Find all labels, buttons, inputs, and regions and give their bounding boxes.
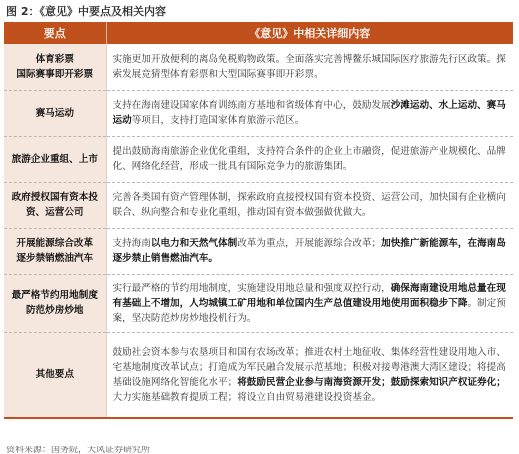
row-key-line: 开展能源综合改革 <box>16 238 94 249</box>
row-key <box>4 182 106 228</box>
highlight-text: 将鼓励民营企业参与南海资源开发；鼓励探索知识产权证券化； <box>237 376 506 388</box>
highlight-text: 确保海南建设用地总量在现有基础上不增加，人均城镇工矿用地和单位国内生产总值建设用地使用面积稳步下降 <box>112 282 506 309</box>
row-key-line: 国际赛事即开彩票 <box>16 68 94 80</box>
row-detail <box>106 228 513 274</box>
detail-text: 提出鼓励海南旅游企业优化重组，支持符合条件的企业上市融资，促进旅游产业规模化、品牌化、网络化经营，形成一批具有国际竞争力的旅游集团。 <box>112 146 506 172</box>
row-key-line: 资、运营公司 <box>25 207 84 218</box>
row-key-line: 赛马运动 <box>35 107 74 119</box>
row-key <box>4 332 106 418</box>
highlight-text: 沙滩运动、水上运动、赛马运动 <box>112 100 506 126</box>
row-key <box>4 228 106 274</box>
row-key-line: 其他要点 <box>35 369 74 381</box>
row-key <box>4 90 106 136</box>
row-detail <box>106 136 513 182</box>
table-row <box>4 332 513 418</box>
detail-text: 实施更加开放便利的离岛免税购物政策。全面落实完善博鳌乐城国际医疗旅游先行区政策。探索发展竞猜型体育彩票和大型国际赛事即开彩票。 <box>112 53 506 80</box>
table-row <box>4 228 513 274</box>
row-detail <box>106 182 513 228</box>
row-detail <box>106 44 513 90</box>
table-row <box>4 136 513 182</box>
highlight-text: 加快推广新能源车，在海南岛逐步禁止销售燃油汽车。 <box>112 238 506 264</box>
detail-text: 实行最严格的节约用地制度，实施建设用地总量和强度双控行动， <box>112 282 391 294</box>
highlight-text: 以电力和天然气体制 <box>150 238 238 249</box>
row-detail <box>106 90 513 136</box>
row-key-line: 旅游企业重组、上市 <box>11 153 98 165</box>
detail-text: 完善各类国有资产管理体制，探索政府直接授权国有资本投资、运营公司，加快国有企业横向联合、纵向整合和专业化重组，推动国有资本做强做优做大。 <box>112 192 506 218</box>
table-body <box>4 44 513 418</box>
detail-text: 改革为重点，开展能源综合改革； <box>237 238 382 249</box>
row-key-line: 政府授权国有资本投 <box>11 192 98 203</box>
detail-text: 等项目，支持打造国家体育旅游示范区。 <box>131 115 305 126</box>
row-key-line: 防范炒房炒地 <box>25 305 84 316</box>
figure-caption: 图 2：《意见》中要点及相关内容 <box>6 5 166 18</box>
table-row <box>4 44 513 90</box>
detail-text: 。制定预案，坚决防范炒房炒地投机行为。 <box>112 297 506 324</box>
row-key-line: 体育彩票 <box>35 53 74 65</box>
row-key <box>4 274 106 332</box>
row-detail <box>106 332 513 418</box>
detail-text: 大力实施基础教育提质工程；将设立自由贸易港建设投资基金。 <box>112 391 382 403</box>
table-header-row <box>4 22 513 44</box>
row-key <box>4 44 106 90</box>
row-key-line: 逐步禁销燃油汽车 <box>16 253 94 264</box>
header-details: 《意见》中相关详细内容 <box>106 22 513 44</box>
row-key-line: 最严格节约用地制度 <box>11 290 98 301</box>
detail-text: 支持在海南建设国家体育训练南方基地和省级体育中心，鼓励发展 <box>112 100 391 111</box>
row-key <box>4 136 106 182</box>
source-note: 资料来源：国务院，天风证券研究所 <box>6 446 151 454</box>
table-row <box>4 182 513 228</box>
detail-text: 鼓励社会资本参与农垦项目和国有农场改革；推进农村土地征收、集体经营性建设用地入市、宅基地制度改革试点；打造成为军民融合发展示范基地；积极对接粤港澳大湾区建设；将提高基础设施网络化智能化水平； <box>112 346 506 388</box>
key-points-table <box>4 22 513 419</box>
detail-text: 支持海南 <box>112 238 151 249</box>
header-key-points: 要点 <box>4 22 106 44</box>
table-row <box>4 90 513 136</box>
table-row <box>4 274 513 332</box>
row-detail <box>106 274 513 332</box>
